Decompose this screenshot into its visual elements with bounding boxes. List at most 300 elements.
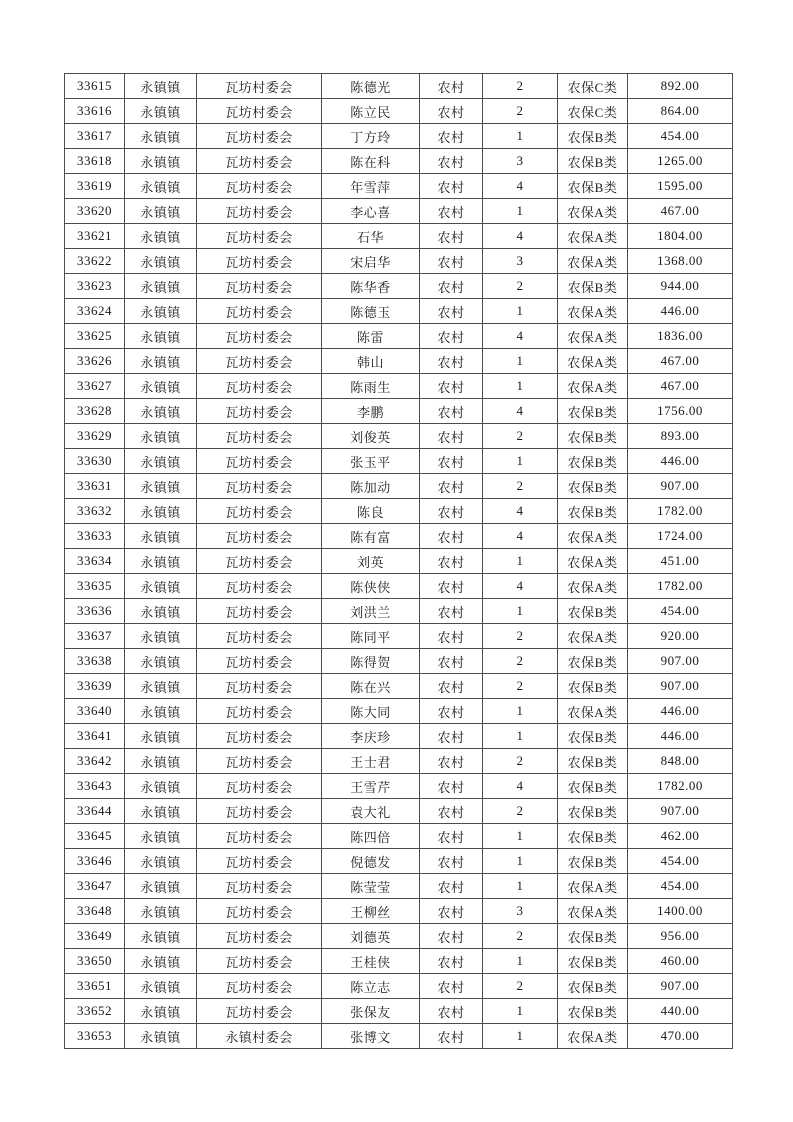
cell-name: 李鹏 bbox=[322, 399, 420, 424]
cell-category: 农村 bbox=[420, 874, 483, 899]
cell-town: 永镇镇 bbox=[125, 774, 197, 799]
cell-village: 瓦坊村委会 bbox=[197, 774, 322, 799]
cell-name: 张保友 bbox=[322, 999, 420, 1024]
cell-town: 永镇镇 bbox=[125, 999, 197, 1024]
cell-category: 农村 bbox=[420, 849, 483, 874]
cell-insurance-class: 农保B类 bbox=[558, 774, 628, 799]
table-row bbox=[65, 124, 733, 149]
table-row bbox=[65, 524, 733, 549]
cell-category: 农村 bbox=[420, 724, 483, 749]
table-row bbox=[65, 799, 733, 824]
cell-count: 4 bbox=[483, 574, 558, 599]
cell-insurance-class: 农保B类 bbox=[558, 499, 628, 524]
cell-name: 刘英 bbox=[322, 549, 420, 574]
cell-count: 1 bbox=[483, 374, 558, 399]
cell-id: 33639 bbox=[65, 674, 125, 699]
cell-village: 瓦坊村委会 bbox=[197, 449, 322, 474]
cell-village: 瓦坊村委会 bbox=[197, 324, 322, 349]
cell-amount: 454.00 bbox=[628, 599, 733, 624]
cell-village: 瓦坊村委会 bbox=[197, 74, 322, 99]
cell-insurance-class: 农保B类 bbox=[558, 724, 628, 749]
cell-town: 永镇镇 bbox=[125, 399, 197, 424]
cell-id: 33649 bbox=[65, 924, 125, 949]
cell-insurance-class: 农保B类 bbox=[558, 599, 628, 624]
cell-id: 33640 bbox=[65, 699, 125, 724]
cell-insurance-class: 农保B类 bbox=[558, 649, 628, 674]
cell-town: 永镇镇 bbox=[125, 649, 197, 674]
cell-amount: 1595.00 bbox=[628, 174, 733, 199]
cell-category: 农村 bbox=[420, 224, 483, 249]
cell-category: 农村 bbox=[420, 374, 483, 399]
cell-town: 永镇镇 bbox=[125, 249, 197, 274]
cell-insurance-class: 农保A类 bbox=[558, 224, 628, 249]
cell-id: 33638 bbox=[65, 649, 125, 674]
table-body bbox=[65, 74, 733, 1049]
cell-town: 永镇镇 bbox=[125, 749, 197, 774]
cell-village: 瓦坊村委会 bbox=[197, 799, 322, 824]
cell-amount: 446.00 bbox=[628, 449, 733, 474]
cell-village: 瓦坊村委会 bbox=[197, 699, 322, 724]
table-row bbox=[65, 874, 733, 899]
cell-id: 33645 bbox=[65, 824, 125, 849]
cell-town: 永镇镇 bbox=[125, 974, 197, 999]
table-row bbox=[65, 724, 733, 749]
cell-count: 1 bbox=[483, 874, 558, 899]
table-row bbox=[65, 174, 733, 199]
cell-count: 3 bbox=[483, 149, 558, 174]
cell-id: 33635 bbox=[65, 574, 125, 599]
cell-count: 1 bbox=[483, 724, 558, 749]
table-row bbox=[65, 424, 733, 449]
cell-id: 33637 bbox=[65, 624, 125, 649]
table-row bbox=[65, 949, 733, 974]
table-row bbox=[65, 499, 733, 524]
cell-village: 瓦坊村委会 bbox=[197, 499, 322, 524]
cell-id: 33646 bbox=[65, 849, 125, 874]
table-row bbox=[65, 249, 733, 274]
cell-category: 农村 bbox=[420, 99, 483, 124]
cell-insurance-class: 农保B类 bbox=[558, 474, 628, 499]
cell-amount: 446.00 bbox=[628, 299, 733, 324]
cell-amount: 1368.00 bbox=[628, 249, 733, 274]
cell-id: 33636 bbox=[65, 599, 125, 624]
cell-count: 2 bbox=[483, 674, 558, 699]
cell-name: 陈大同 bbox=[322, 699, 420, 724]
cell-amount: 907.00 bbox=[628, 674, 733, 699]
cell-amount: 454.00 bbox=[628, 874, 733, 899]
cell-amount: 1724.00 bbox=[628, 524, 733, 549]
cell-count: 2 bbox=[483, 649, 558, 674]
table-row bbox=[65, 974, 733, 999]
cell-town: 永镇镇 bbox=[125, 349, 197, 374]
cell-insurance-class: 农保A类 bbox=[558, 349, 628, 374]
cell-town: 永镇镇 bbox=[125, 224, 197, 249]
cell-insurance-class: 农保A类 bbox=[558, 299, 628, 324]
cell-town: 永镇镇 bbox=[125, 724, 197, 749]
cell-id: 33642 bbox=[65, 749, 125, 774]
cell-insurance-class: 农保B类 bbox=[558, 749, 628, 774]
cell-amount: 440.00 bbox=[628, 999, 733, 1024]
cell-name: 陈莹莹 bbox=[322, 874, 420, 899]
cell-insurance-class: 农保B类 bbox=[558, 399, 628, 424]
cell-name: 王柳丝 bbox=[322, 899, 420, 924]
cell-amount: 907.00 bbox=[628, 974, 733, 999]
data-table bbox=[64, 73, 733, 1049]
cell-insurance-class: 农保A类 bbox=[558, 1024, 628, 1049]
cell-amount: 454.00 bbox=[628, 124, 733, 149]
cell-insurance-class: 农保B类 bbox=[558, 149, 628, 174]
cell-village: 瓦坊村委会 bbox=[197, 624, 322, 649]
cell-name: 陈加动 bbox=[322, 474, 420, 499]
cell-id: 33634 bbox=[65, 549, 125, 574]
cell-insurance-class: 农保B类 bbox=[558, 924, 628, 949]
cell-id: 33643 bbox=[65, 774, 125, 799]
cell-id: 33629 bbox=[65, 424, 125, 449]
cell-category: 农村 bbox=[420, 174, 483, 199]
cell-name: 丁方玲 bbox=[322, 124, 420, 149]
cell-town: 永镇镇 bbox=[125, 574, 197, 599]
table-row bbox=[65, 574, 733, 599]
cell-category: 农村 bbox=[420, 199, 483, 224]
cell-amount: 1782.00 bbox=[628, 774, 733, 799]
cell-category: 农村 bbox=[420, 124, 483, 149]
cell-amount: 1265.00 bbox=[628, 149, 733, 174]
cell-count: 1 bbox=[483, 549, 558, 574]
cell-name: 陈侠侠 bbox=[322, 574, 420, 599]
cell-count: 4 bbox=[483, 224, 558, 249]
table-row bbox=[65, 649, 733, 674]
cell-count: 4 bbox=[483, 324, 558, 349]
cell-village: 瓦坊村委会 bbox=[197, 924, 322, 949]
cell-category: 农村 bbox=[420, 624, 483, 649]
table-row bbox=[65, 324, 733, 349]
cell-id: 33615 bbox=[65, 74, 125, 99]
cell-category: 农村 bbox=[420, 899, 483, 924]
cell-amount: 1836.00 bbox=[628, 324, 733, 349]
cell-count: 2 bbox=[483, 749, 558, 774]
cell-amount: 446.00 bbox=[628, 724, 733, 749]
cell-name: 刘德英 bbox=[322, 924, 420, 949]
cell-insurance-class: 农保B类 bbox=[558, 424, 628, 449]
cell-village: 瓦坊村委会 bbox=[197, 649, 322, 674]
cell-amount: 920.00 bbox=[628, 624, 733, 649]
cell-count: 1 bbox=[483, 449, 558, 474]
cell-count: 4 bbox=[483, 774, 558, 799]
cell-name: 陈在兴 bbox=[322, 674, 420, 699]
table-row bbox=[65, 149, 733, 174]
cell-village: 瓦坊村委会 bbox=[197, 299, 322, 324]
cell-count: 4 bbox=[483, 499, 558, 524]
cell-village: 瓦坊村委会 bbox=[197, 724, 322, 749]
cell-name: 陈德玉 bbox=[322, 299, 420, 324]
cell-name: 张博文 bbox=[322, 1024, 420, 1049]
cell-village: 瓦坊村委会 bbox=[197, 474, 322, 499]
cell-insurance-class: 农保A类 bbox=[558, 324, 628, 349]
cell-category: 农村 bbox=[420, 274, 483, 299]
cell-category: 农村 bbox=[420, 699, 483, 724]
cell-name: 陈立志 bbox=[322, 974, 420, 999]
cell-id: 33626 bbox=[65, 349, 125, 374]
cell-count: 1 bbox=[483, 699, 558, 724]
table-row bbox=[65, 699, 733, 724]
table-row bbox=[65, 449, 733, 474]
cell-amount: 1756.00 bbox=[628, 399, 733, 424]
cell-village: 瓦坊村委会 bbox=[197, 874, 322, 899]
cell-village: 瓦坊村委会 bbox=[197, 949, 322, 974]
cell-insurance-class: 农保A类 bbox=[558, 624, 628, 649]
cell-town: 永镇镇 bbox=[125, 424, 197, 449]
cell-id: 33650 bbox=[65, 949, 125, 974]
cell-count: 1 bbox=[483, 949, 558, 974]
table-row bbox=[65, 999, 733, 1024]
cell-village: 瓦坊村委会 bbox=[197, 399, 322, 424]
cell-name: 王士君 bbox=[322, 749, 420, 774]
cell-town: 永镇镇 bbox=[125, 324, 197, 349]
cell-insurance-class: 农保A类 bbox=[558, 699, 628, 724]
table-row bbox=[65, 299, 733, 324]
cell-town: 永镇镇 bbox=[125, 149, 197, 174]
cell-village: 永镇村委会 bbox=[197, 1024, 322, 1049]
cell-town: 永镇镇 bbox=[125, 499, 197, 524]
cell-village: 瓦坊村委会 bbox=[197, 224, 322, 249]
table-row bbox=[65, 749, 733, 774]
cell-amount: 907.00 bbox=[628, 474, 733, 499]
cell-category: 农村 bbox=[420, 299, 483, 324]
cell-insurance-class: 农保A类 bbox=[558, 874, 628, 899]
cell-category: 农村 bbox=[420, 774, 483, 799]
table-row bbox=[65, 849, 733, 874]
cell-insurance-class: 农保A类 bbox=[558, 899, 628, 924]
cell-id: 33632 bbox=[65, 499, 125, 524]
cell-village: 瓦坊村委会 bbox=[197, 149, 322, 174]
table-row bbox=[65, 549, 733, 574]
cell-category: 农村 bbox=[420, 499, 483, 524]
cell-count: 4 bbox=[483, 174, 558, 199]
cell-insurance-class: 农保C类 bbox=[558, 99, 628, 124]
cell-category: 农村 bbox=[420, 524, 483, 549]
cell-amount: 467.00 bbox=[628, 199, 733, 224]
cell-amount: 467.00 bbox=[628, 374, 733, 399]
cell-count: 3 bbox=[483, 249, 558, 274]
cell-name: 陈立民 bbox=[322, 99, 420, 124]
cell-insurance-class: 农保C类 bbox=[558, 74, 628, 99]
cell-amount: 956.00 bbox=[628, 924, 733, 949]
cell-category: 农村 bbox=[420, 799, 483, 824]
cell-id: 33644 bbox=[65, 799, 125, 824]
cell-village: 瓦坊村委会 bbox=[197, 99, 322, 124]
cell-town: 永镇镇 bbox=[125, 449, 197, 474]
cell-name: 王桂侠 bbox=[322, 949, 420, 974]
cell-amount: 864.00 bbox=[628, 99, 733, 124]
cell-name: 李庆珍 bbox=[322, 724, 420, 749]
cell-count: 1 bbox=[483, 199, 558, 224]
cell-town: 永镇镇 bbox=[125, 174, 197, 199]
cell-amount: 451.00 bbox=[628, 549, 733, 574]
cell-count: 3 bbox=[483, 899, 558, 924]
cell-insurance-class: 农保B类 bbox=[558, 949, 628, 974]
cell-category: 农村 bbox=[420, 424, 483, 449]
cell-id: 33617 bbox=[65, 124, 125, 149]
cell-name: 刘洪兰 bbox=[322, 599, 420, 624]
cell-category: 农村 bbox=[420, 924, 483, 949]
cell-town: 永镇镇 bbox=[125, 899, 197, 924]
cell-id: 33620 bbox=[65, 199, 125, 224]
cell-amount: 1804.00 bbox=[628, 224, 733, 249]
cell-count: 2 bbox=[483, 799, 558, 824]
cell-amount: 893.00 bbox=[628, 424, 733, 449]
table-row bbox=[65, 399, 733, 424]
table-row bbox=[65, 99, 733, 124]
table-row bbox=[65, 599, 733, 624]
cell-town: 永镇镇 bbox=[125, 274, 197, 299]
cell-town: 永镇镇 bbox=[125, 699, 197, 724]
cell-name: 陈在科 bbox=[322, 149, 420, 174]
cell-town: 永镇镇 bbox=[125, 74, 197, 99]
cell-name: 石华 bbox=[322, 224, 420, 249]
cell-id: 33618 bbox=[65, 149, 125, 174]
cell-insurance-class: 农保B类 bbox=[558, 674, 628, 699]
cell-category: 农村 bbox=[420, 399, 483, 424]
cell-town: 永镇镇 bbox=[125, 549, 197, 574]
cell-village: 瓦坊村委会 bbox=[197, 199, 322, 224]
cell-name: 王雪芹 bbox=[322, 774, 420, 799]
table-row bbox=[65, 374, 733, 399]
cell-name: 刘俊英 bbox=[322, 424, 420, 449]
cell-category: 农村 bbox=[420, 974, 483, 999]
cell-insurance-class: 农保B类 bbox=[558, 824, 628, 849]
cell-count: 2 bbox=[483, 974, 558, 999]
table-row bbox=[65, 274, 733, 299]
cell-village: 瓦坊村委会 bbox=[197, 374, 322, 399]
cell-count: 2 bbox=[483, 424, 558, 449]
cell-name: 陈四倍 bbox=[322, 824, 420, 849]
cell-count: 1 bbox=[483, 599, 558, 624]
cell-town: 永镇镇 bbox=[125, 674, 197, 699]
cell-category: 农村 bbox=[420, 574, 483, 599]
cell-town: 永镇镇 bbox=[125, 99, 197, 124]
cell-id: 33625 bbox=[65, 324, 125, 349]
cell-insurance-class: 农保B类 bbox=[558, 124, 628, 149]
cell-amount: 907.00 bbox=[628, 649, 733, 674]
cell-count: 4 bbox=[483, 399, 558, 424]
cell-id: 33652 bbox=[65, 999, 125, 1024]
cell-count: 2 bbox=[483, 74, 558, 99]
cell-name: 陈雷 bbox=[322, 324, 420, 349]
cell-insurance-class: 农保B类 bbox=[558, 849, 628, 874]
cell-insurance-class: 农保B类 bbox=[558, 274, 628, 299]
cell-insurance-class: 农保A类 bbox=[558, 374, 628, 399]
cell-category: 农村 bbox=[420, 74, 483, 99]
cell-count: 1 bbox=[483, 824, 558, 849]
cell-name: 倪德发 bbox=[322, 849, 420, 874]
cell-town: 永镇镇 bbox=[125, 874, 197, 899]
table-row bbox=[65, 924, 733, 949]
cell-village: 瓦坊村委会 bbox=[197, 999, 322, 1024]
cell-count: 1 bbox=[483, 849, 558, 874]
cell-count: 1 bbox=[483, 1024, 558, 1049]
cell-insurance-class: 农保B类 bbox=[558, 449, 628, 474]
cell-count: 2 bbox=[483, 274, 558, 299]
cell-name: 陈有富 bbox=[322, 524, 420, 549]
cell-village: 瓦坊村委会 bbox=[197, 174, 322, 199]
cell-id: 33623 bbox=[65, 274, 125, 299]
cell-category: 农村 bbox=[420, 749, 483, 774]
cell-count: 4 bbox=[483, 524, 558, 549]
cell-village: 瓦坊村委会 bbox=[197, 824, 322, 849]
table-row bbox=[65, 824, 733, 849]
cell-count: 1 bbox=[483, 124, 558, 149]
cell-id: 33647 bbox=[65, 874, 125, 899]
cell-name: 袁大礼 bbox=[322, 799, 420, 824]
cell-category: 农村 bbox=[420, 549, 483, 574]
cell-town: 永镇镇 bbox=[125, 524, 197, 549]
cell-name: 陈良 bbox=[322, 499, 420, 524]
cell-id: 33619 bbox=[65, 174, 125, 199]
cell-town: 永镇镇 bbox=[125, 949, 197, 974]
cell-amount: 907.00 bbox=[628, 799, 733, 824]
cell-insurance-class: 农保B类 bbox=[558, 174, 628, 199]
cell-town: 永镇镇 bbox=[125, 924, 197, 949]
cell-village: 瓦坊村委会 bbox=[197, 124, 322, 149]
cell-id: 33641 bbox=[65, 724, 125, 749]
cell-amount: 462.00 bbox=[628, 824, 733, 849]
cell-category: 农村 bbox=[420, 674, 483, 699]
cell-count: 2 bbox=[483, 99, 558, 124]
cell-count: 2 bbox=[483, 624, 558, 649]
cell-amount: 944.00 bbox=[628, 274, 733, 299]
cell-amount: 446.00 bbox=[628, 699, 733, 724]
cell-village: 瓦坊村委会 bbox=[197, 524, 322, 549]
cell-id: 33651 bbox=[65, 974, 125, 999]
cell-id: 33631 bbox=[65, 474, 125, 499]
cell-name: 陈雨生 bbox=[322, 374, 420, 399]
cell-village: 瓦坊村委会 bbox=[197, 749, 322, 774]
cell-count: 1 bbox=[483, 349, 558, 374]
cell-town: 永镇镇 bbox=[125, 474, 197, 499]
cell-category: 农村 bbox=[420, 474, 483, 499]
cell-insurance-class: 农保A类 bbox=[558, 199, 628, 224]
cell-village: 瓦坊村委会 bbox=[197, 974, 322, 999]
cell-amount: 848.00 bbox=[628, 749, 733, 774]
cell-count: 1 bbox=[483, 999, 558, 1024]
table-row bbox=[65, 899, 733, 924]
cell-town: 永镇镇 bbox=[125, 824, 197, 849]
cell-name: 韩山 bbox=[322, 349, 420, 374]
cell-category: 农村 bbox=[420, 1024, 483, 1049]
cell-amount: 460.00 bbox=[628, 949, 733, 974]
cell-insurance-class: 农保A类 bbox=[558, 249, 628, 274]
table-row bbox=[65, 624, 733, 649]
cell-category: 农村 bbox=[420, 599, 483, 624]
cell-id: 33627 bbox=[65, 374, 125, 399]
cell-amount: 1782.00 bbox=[628, 574, 733, 599]
cell-village: 瓦坊村委会 bbox=[197, 424, 322, 449]
table-row bbox=[65, 774, 733, 799]
cell-town: 永镇镇 bbox=[125, 199, 197, 224]
cell-amount: 1400.00 bbox=[628, 899, 733, 924]
table-row bbox=[65, 1024, 733, 1049]
cell-insurance-class: 农保B类 bbox=[558, 799, 628, 824]
cell-id: 33653 bbox=[65, 1024, 125, 1049]
cell-name: 陈得贺 bbox=[322, 649, 420, 674]
cell-id: 33628 bbox=[65, 399, 125, 424]
cell-town: 永镇镇 bbox=[125, 299, 197, 324]
cell-count: 2 bbox=[483, 474, 558, 499]
cell-village: 瓦坊村委会 bbox=[197, 549, 322, 574]
cell-town: 永镇镇 bbox=[125, 799, 197, 824]
cell-name: 宋启华 bbox=[322, 249, 420, 274]
cell-name: 张玉平 bbox=[322, 449, 420, 474]
